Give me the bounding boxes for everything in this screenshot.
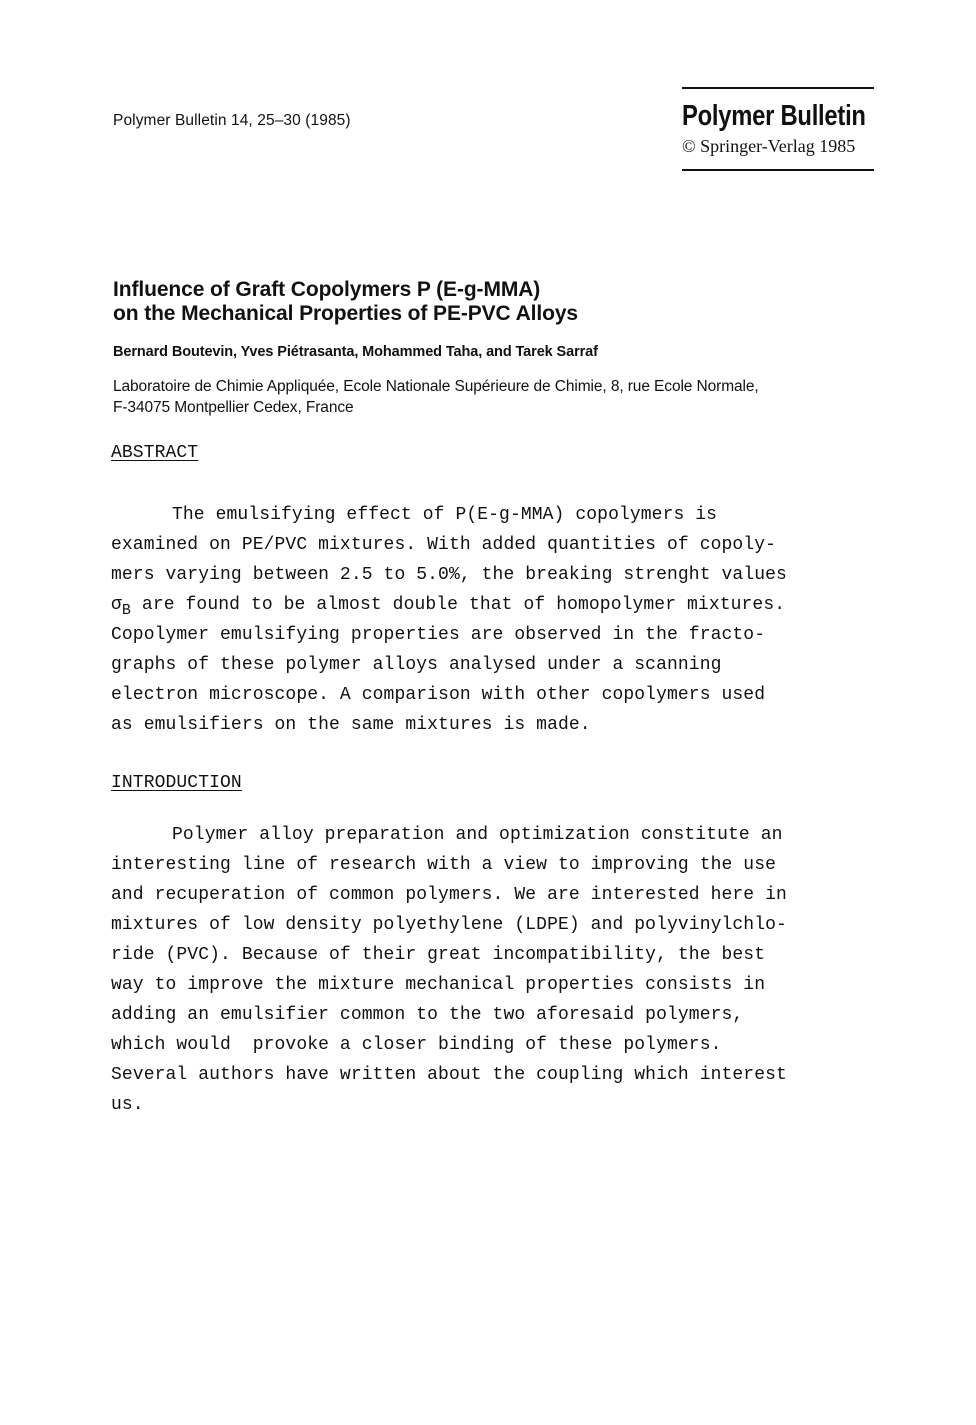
journal-citation: Polymer Bulletin 14, 25–30 (1985)	[113, 112, 351, 129]
introduction-line: Polymer alloy preparation and optimization constitute an	[172, 825, 783, 845]
introduction-line: which would provoke a closer binding of these polymers.	[111, 1035, 722, 1055]
affiliation-line: F-34075 Montpellier Cedex, France	[113, 399, 354, 416]
copyright-notice: © Springer-Verlag 1985	[682, 136, 856, 156]
affiliation-line: Laboratoire de Chimie Appliquée, Ecole Nationale Supérieure de Chimie, 8, rue Ecole Normale,	[113, 378, 759, 395]
introduction-line: us.	[111, 1095, 144, 1115]
abstract-line: examined on PE/PVC mixtures. With added quantities of copoly-	[111, 535, 777, 555]
title-line: Influence of Graft Copolymers P (E-g-MMA)	[113, 278, 541, 301]
abstract-line: graphs of these polymer alloys analysed under a scanning	[111, 655, 722, 675]
author-list: Bernard Boutevin, Yves Piétrasanta, Mohammed Taha, and Tarek Sarraf	[113, 344, 598, 360]
introduction-body	[111, 820, 787, 1120]
abstract-line: are found to be almost double that of homopolymer mixtures.	[141, 595, 786, 615]
introduction-line: adding an emulsifier common to the two aforesaid polymers,	[111, 1005, 744, 1025]
masthead-top-rule	[682, 87, 874, 89]
abstract-line-sigma	[111, 590, 787, 620]
introduction-line: ride (PVC). Because of their great incompatibility, the best	[111, 945, 766, 965]
introduction-line: way to improve the mixture mechanical properties consists in	[111, 975, 766, 995]
article-title	[113, 278, 578, 326]
abstract-line: The emulsifying effect of P(E-g-MMA) copolymers is	[172, 505, 718, 525]
journal-masthead	[682, 87, 874, 171]
introduction-line: mixtures of low density polyethylene (LDPE) and polyvinylchlo-	[111, 915, 787, 935]
sigma-subscript: B	[121, 602, 132, 619]
sigma-symbol: σ	[111, 595, 122, 615]
abstract-line: electron microscope. A comparison with other copolymers used	[111, 685, 766, 705]
introduction-line: Several authors have written about the coupling which interest	[111, 1065, 787, 1085]
author-affiliation	[113, 376, 759, 418]
masthead-bottom-rule	[682, 169, 874, 171]
introduction-line: and recuperation of common polymers. We are interested here in	[111, 885, 787, 905]
abstract-body	[111, 500, 787, 740]
abstract-line: as emulsifiers on the same mixtures is made.	[111, 715, 591, 735]
abstract-line: mers varying between 2.5 to 5.0%, the breaking strenght values	[111, 565, 787, 585]
abstract-line: Copolymer emulsifying properties are observed in the fracto-	[111, 625, 766, 645]
abstract-heading: ABSTRACT	[111, 443, 199, 463]
introduction-line: interesting line of research with a view to improving the use	[111, 855, 777, 875]
title-line: on the Mechanical Properties of PE-PVC Alloys	[113, 302, 578, 325]
introduction-heading: INTRODUCTION	[111, 773, 242, 793]
journal-name: Polymer Bulletin	[682, 100, 866, 132]
